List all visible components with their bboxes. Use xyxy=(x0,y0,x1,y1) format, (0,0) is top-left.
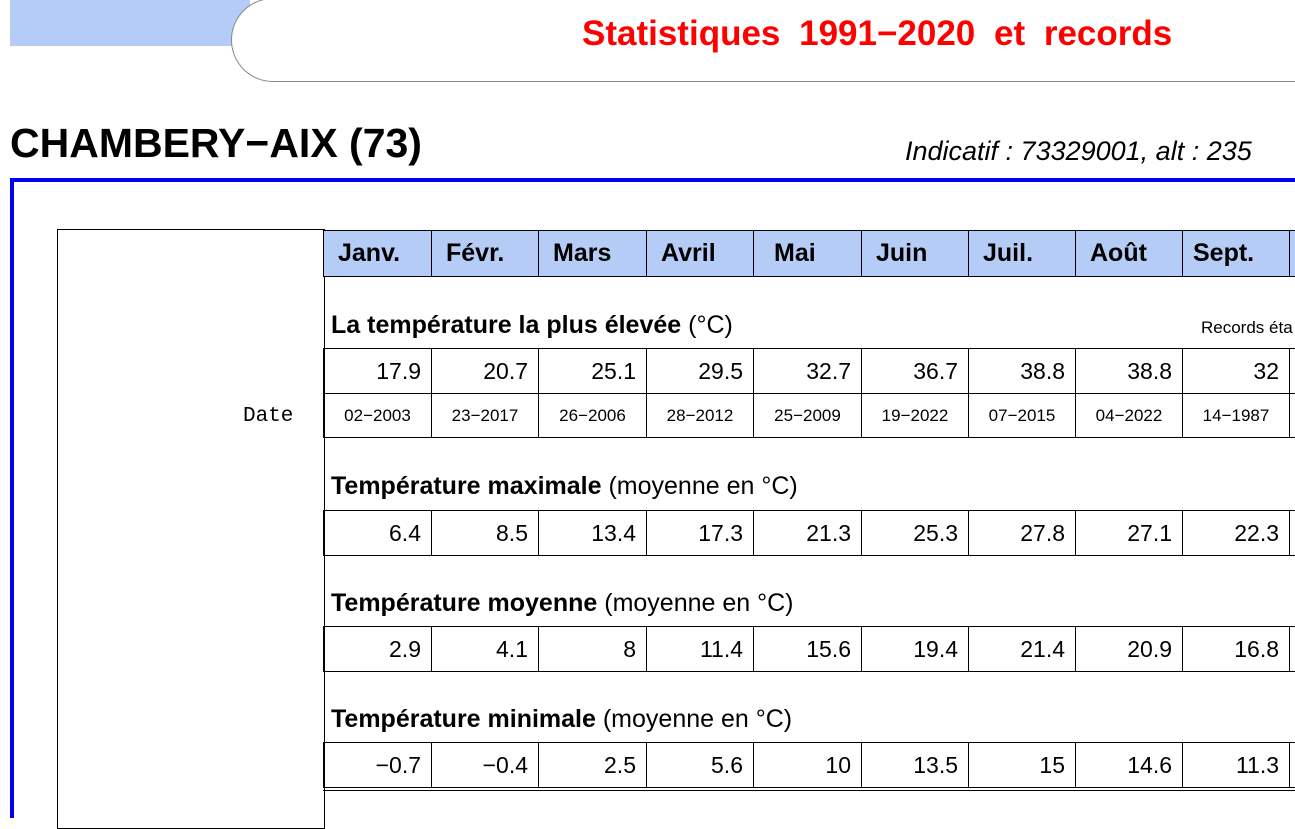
section-title-unit: (moyenne en °C) xyxy=(602,705,793,733)
value-cell: 10 xyxy=(753,742,862,788)
value-cell: −0.7 xyxy=(323,742,432,788)
value-cell: 4.1 xyxy=(431,626,539,672)
value-cell-partial xyxy=(1289,510,1295,556)
section-title-label: Température maximale xyxy=(331,472,602,500)
month-header: Avril xyxy=(646,230,754,277)
section-title-label: Température moyenne xyxy=(331,589,598,617)
section-title-label: Température minimale xyxy=(331,705,596,733)
value-cell: 32 xyxy=(1182,348,1290,394)
value-cell-partial xyxy=(1289,742,1295,788)
month-header: Juin xyxy=(861,230,969,277)
section-title-min-temp xyxy=(331,705,792,734)
value-cell: 17.3 xyxy=(646,510,754,556)
section-title-mean-temp xyxy=(331,589,794,618)
station-name: CHAMBERY−AIX (73) xyxy=(10,120,422,166)
station-meta: Indicatif : 73329001, alt : 235 xyxy=(905,136,1252,166)
value-cell: 25.1 xyxy=(538,348,647,394)
records-note: Records éta xyxy=(1201,318,1293,337)
month-header: Févr. xyxy=(431,230,539,277)
value-cell: 20.9 xyxy=(1075,626,1183,672)
date-cell: 04−2022 xyxy=(1075,393,1183,438)
value-cell-partial xyxy=(1289,626,1295,672)
value-cell: 25.3 xyxy=(861,510,969,556)
value-cell: 15 xyxy=(968,742,1076,788)
section-title-unit: (moyenne en °C) xyxy=(604,589,794,617)
value-cell: 11.4 xyxy=(646,626,754,672)
value-cell: 22.3 xyxy=(1182,510,1290,556)
value-cell: 13.5 xyxy=(861,742,969,788)
value-cell: 36.7 xyxy=(861,348,969,394)
value-cell: 27.8 xyxy=(968,510,1076,556)
value-cell: 38.8 xyxy=(968,348,1076,394)
header-accent-tab xyxy=(10,0,250,46)
month-header: Août xyxy=(1075,230,1183,277)
value-cell: 2.9 xyxy=(323,626,432,672)
section-title-unit: (moyenne en °C) xyxy=(608,472,798,500)
value-cell: 8.5 xyxy=(431,510,539,556)
value-cell: 19.4 xyxy=(861,626,969,672)
value-cell: 32.7 xyxy=(753,348,862,394)
value-cell: 11.3 xyxy=(1182,742,1290,788)
month-header-partial xyxy=(1289,230,1295,277)
date-cell: 14−1987 xyxy=(1182,393,1290,438)
month-header: Mai xyxy=(753,230,862,277)
value-cell: 21.3 xyxy=(753,510,862,556)
value-cell-partial xyxy=(1289,348,1295,394)
date-cell: 28−2012 xyxy=(646,393,754,438)
banner-title: Statistiques 1991−2020 et records xyxy=(582,14,1173,53)
section-title-unit: (°C) xyxy=(688,311,733,339)
value-cell: 16.8 xyxy=(1182,626,1290,672)
date-cell: 07−2015 xyxy=(968,393,1076,438)
value-cell: 5.6 xyxy=(646,742,754,788)
value-cell: 27.1 xyxy=(1075,510,1183,556)
value-cell: 15.6 xyxy=(753,626,862,672)
value-cell: 13.4 xyxy=(538,510,647,556)
date-cell: 23−2017 xyxy=(431,393,539,438)
value-cell: 38.8 xyxy=(1075,348,1183,394)
value-cell: −0.4 xyxy=(431,742,539,788)
value-cell: 21.4 xyxy=(968,626,1076,672)
section-title-max-temp xyxy=(331,472,798,501)
section-title-highest-temp xyxy=(331,311,733,340)
value-cell: 14.6 xyxy=(1075,742,1183,788)
date-cell: 26−2006 xyxy=(538,393,647,438)
date-cell: 25−2009 xyxy=(753,393,862,438)
month-header: Sept. xyxy=(1182,230,1290,277)
month-header: Juil. xyxy=(968,230,1076,277)
value-cell: 2.5 xyxy=(538,742,647,788)
date-cell: 19−2022 xyxy=(861,393,969,438)
month-header: Janv. xyxy=(323,230,432,277)
next-section-border xyxy=(323,790,1295,791)
value-cell: 17.9 xyxy=(323,348,432,394)
value-cell: 8 xyxy=(538,626,647,672)
value-cell: 20.7 xyxy=(431,348,539,394)
value-cell: 29.5 xyxy=(646,348,754,394)
section-title-label: La température la plus élevée xyxy=(331,311,682,339)
month-header: Mars xyxy=(538,230,647,277)
date-cell: 02−2003 xyxy=(323,393,432,438)
value-cell: 6.4 xyxy=(323,510,432,556)
date-cell-partial xyxy=(1289,393,1295,438)
row-label-column xyxy=(57,229,325,829)
date-row-label: Date xyxy=(243,405,294,428)
